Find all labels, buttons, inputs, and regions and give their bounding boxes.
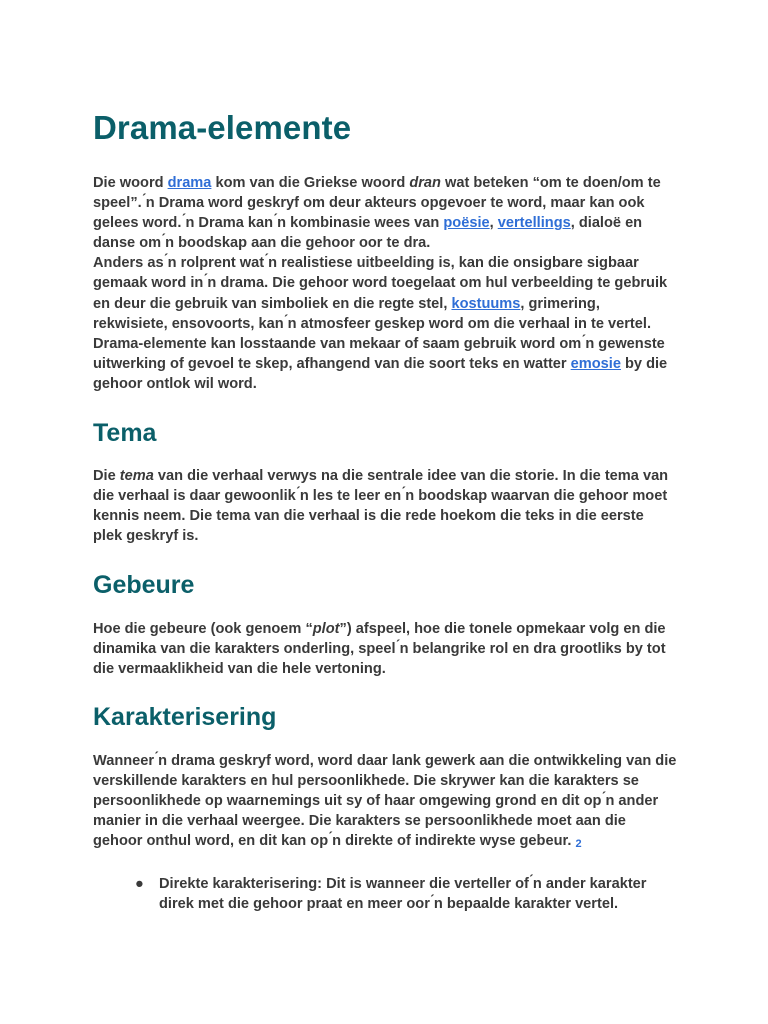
footnote-number: 2 (575, 838, 582, 851)
karakterisering-line-5 (93, 831, 679, 854)
text-span: wat beteken “om te doen/om te (440, 175, 661, 191)
bullet-line-1: Direkte karakterisering: Dit is wanneer die verteller of ́n ander karakter (159, 876, 647, 892)
link-drama[interactable]: drama (167, 175, 212, 191)
text-span: , (489, 215, 498, 232)
intro-line-2: speel”. ́n Drama word geskryf om deur akteurs opgevoer te word, maar kan ook (93, 195, 645, 212)
gebeure-line-1 (93, 619, 679, 639)
link-vertellings[interactable]: vertellings (497, 215, 571, 232)
tema-line-1 (93, 466, 679, 486)
text-span: gehoor onthul word, en dit kan op ́n direkte of indirekte wyse gebeur. (93, 833, 576, 850)
text-span: uitwerking of gevoel te skep, afhangend van die soort teks en watter (93, 355, 571, 372)
heading-karakterisering: Karakterisering (93, 703, 277, 731)
bullet-dot-icon: ● (135, 876, 144, 892)
intro-line-7 (93, 294, 679, 314)
intro-paragraph (93, 173, 679, 394)
intro-line-4: danse om ́n boodskap aan die gehoor oor te dra. (93, 235, 431, 252)
text-span: Hoe die gebeure (ook genoem “ (93, 621, 313, 637)
heading-tema: Tema (93, 419, 157, 447)
tema-line-2: die verhaal is daar gewoonlik ́n les te leer en ́n boodskap waarvan die gehoor moet (93, 488, 668, 505)
emphasis-plot: plot (312, 621, 340, 637)
footnote-link[interactable] (575, 833, 581, 849)
tema-line-3: kennis neem. Die tema van die verhaal is die rede hoekom die teks in die eerste (93, 508, 644, 525)
text-span: en deur die gebruik van simboliek en die regte stel, (93, 295, 452, 312)
emphasis-dran: dran (409, 175, 441, 191)
gebeure-line-2: dinamika van die karakters onderling, speel ́n belangrike rol en dra grootliks by tot (93, 641, 666, 658)
karakterisering-line-4: manier in die verhaal weergee. Die karakters se persoonlikhede moet aan die (93, 813, 626, 830)
text-span: van die verhaal verwys na die sentrale idee van die storie. In die tema van (153, 468, 669, 484)
link-poesie[interactable]: poësie (443, 215, 490, 232)
text-span: , grimering, (520, 295, 600, 312)
intro-line-8: rekwisiete, ensovoorts, kan ́n atmosfeer geskep word om die verhaal in te vertel. (93, 315, 652, 332)
list-item-direkte (135, 874, 679, 914)
intro-line-3 (93, 213, 679, 233)
karakterisering-line-2: verskillende karakters en hul persoonlikhede. Die skrywer kan die karakters se (93, 773, 639, 790)
text-span: gelees word. ́n Drama kan ́n kombinasie wees van (93, 215, 444, 232)
text-span: kom van die Griekse woord (211, 175, 410, 191)
intro-line-9: Drama-elemente kan losstaande van mekaar of saam gebruik word om ́n gewenste (93, 335, 665, 352)
intro-line-11: gehoor ontlok wil word. (93, 375, 257, 392)
tema-paragraph (93, 466, 679, 546)
intro-line-5: Anders as ́n rolprent wat ́n realistiese uitbeelding is, kan die onsigbare sigbaar (93, 255, 639, 272)
emphasis-tema: tema (119, 468, 154, 484)
karakterisering-paragraph (93, 751, 679, 854)
text-span: by die (620, 355, 668, 372)
link-emosie[interactable]: emosie (570, 355, 621, 372)
text-span: , dialoë en (570, 215, 643, 232)
bullet-line-2: direk met die gehoor praat en meer oor ́n bepaalde karakter vertel. (159, 896, 619, 913)
intro-line-1 (93, 173, 679, 193)
gebeure-paragraph (93, 619, 679, 679)
gebeure-line-3: die vermaaklikheid van die hele vertoning. (93, 661, 386, 678)
karakterisering-line-1: Wanneer ́n drama geskryf word, word daar lank gewerk aan die ontwikkeling van die (93, 753, 677, 769)
text-span: ”) afspeel, hoe die tonele opmekaar volg en die (339, 621, 666, 637)
intro-line-6: gemaak word in ́n drama. Die gehoor word toegelaat om hul verbeelding te gebruik (93, 275, 668, 292)
karakterisering-line-3: persoonlikhede op waarnemings uit sy of haar omgewing grond en dit op ́n ander (93, 793, 659, 810)
text-span: Die (93, 468, 120, 484)
page-title: Drama-elemente (93, 109, 352, 146)
text-span: Die woord (93, 175, 168, 191)
intro-line-10 (93, 354, 679, 374)
link-kostuums[interactable]: kostuums (451, 295, 521, 312)
tema-line-4: plek geskryf is. (93, 528, 199, 545)
heading-gebeure: Gebeure (93, 571, 195, 599)
